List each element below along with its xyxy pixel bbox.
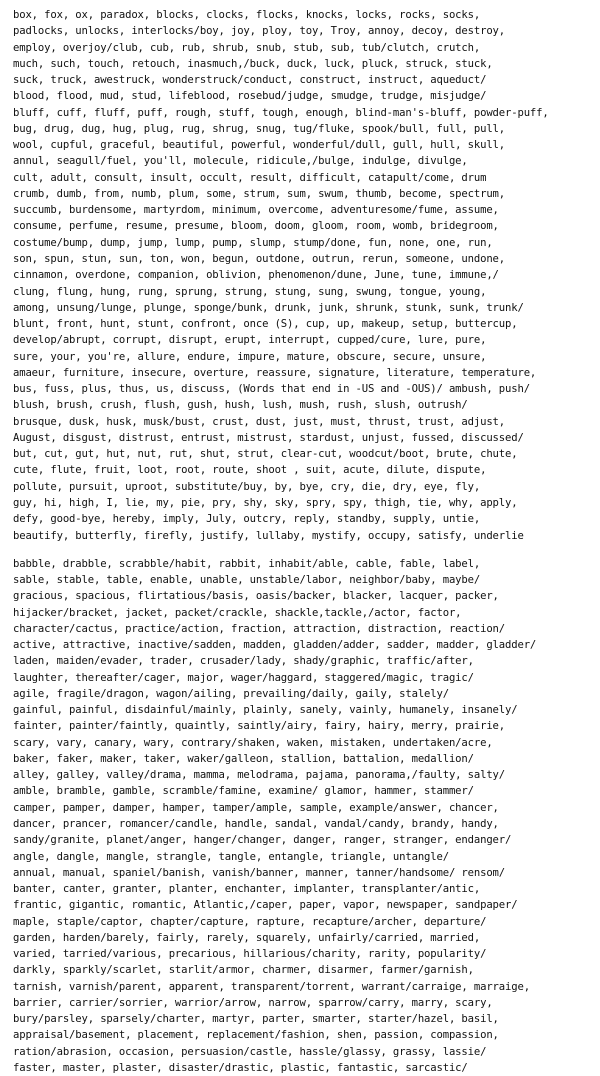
text-line: bury/parsley, sparsely/charter, martyr, parter, smarter, starter/hazel, basil, <box>13 1013 499 1026</box>
text-line: defy, good-bye, hereby, imply, July, outcry, reply, standby, supply, untie, <box>13 513 481 526</box>
text-line: appraisal/basement, placement, replacement/fashion, shen, passion, compassion, <box>13 1029 499 1042</box>
text-line: laden, maiden/evader, trader, crusader/lady, shady/graphic, traffic/after, <box>13 655 474 668</box>
text-line: sure, your, you're, allure, endure, impure, mature, obscure, secure, unsure, <box>13 350 487 363</box>
text-line: camper, pamper, damper, hamper, tamper/ample, sample, example/answer, chancer, <box>13 801 499 814</box>
text-line: son, spun, stun, sun, ton, won, begun, outdone, outrun, rerun, someone, undone, <box>13 252 506 265</box>
text-line: develop/abrupt, corrupt, disrupt, erupt, interrupt, cupped/cure, lure, pure, <box>13 334 487 347</box>
text-line: alley, galley, valley/drama, mamma, melodrama, pajama, panorama,/faulty, salty/ <box>13 769 506 782</box>
text-line: frantic, gigantic, romantic, Atlantic,/caper, paper, vapor, newspaper, sandpaper/ <box>13 899 518 912</box>
text-line: guy, hi, high, I, lie, my, pie, pry, shy, sky, spry, spy, thigh, tie, why, apply, <box>13 496 518 509</box>
rhyme-word-list-paragraph-2 <box>13 556 592 1076</box>
text-line: but, cut, gut, hut, nut, rut, shut, strut, clear-cut, woodcut/boot, brute, chute, <box>13 448 518 461</box>
text-line: banter, canter, granter, planter, enchanter, implanter, transplanter/antic, <box>13 883 481 896</box>
text-line: brusque, dusk, husk, musk/bust, crust, dust, just, must, thrust, trust, adjust, <box>13 415 506 428</box>
text-line: consume, perfume, resume, presume, bloom, doom, gloom, room, womb, bridegroom, <box>13 220 499 233</box>
text-line: agile, fragile/dragon, wagon/ailing, prevailing/daily, gaily, stalely/ <box>13 687 449 700</box>
text-line: suck, truck, awestruck, wonderstruck/conduct, construct, instruct, aqueduct/ <box>13 74 487 87</box>
text-line: bus, fuss, plus, thus, us, discuss, (Words that end in -US and -OUS)/ ambush, push/ <box>13 383 530 396</box>
text-line: tarnish, varnish/parent, apparent, transparent/torrent, warrant/carraige, marraige, <box>13 980 530 993</box>
text-line: pollute, pursuit, uproot, substitute/buy, by, bye, cry, die, dry, eye, fly, <box>13 480 481 493</box>
text-line: barrier, carrier/sorrier, warrior/arrow, narrow, sparrow/carry, marry, scary, <box>13 996 493 1009</box>
text-line: garden, harden/barely, fairly, rarely, squarely, unfairly/carried, married, <box>13 931 481 944</box>
text-line: darkly, sparkly/scarlet, starlit/armor, charmer, disarmer, farmer/garnish, <box>13 964 474 977</box>
text-line: clung, flung, hung, rung, sprung, strung, stung, sung, swung, tongue, young, <box>13 285 487 298</box>
text-line: character/cactus, practice/action, fraction, attraction, distraction, reaction/ <box>13 622 506 635</box>
text-line: amaeur, furniture, insecure, overture, reassure, signature, literature, temperature, <box>13 366 537 379</box>
text-line: baker, faker, maker, taker, waker/galleon, stallion, battalion, medallion/ <box>13 752 474 765</box>
text-line: box, fox, ox, paradox, blocks, clocks, flocks, knocks, locks, rocks, socks, <box>13 9 481 21</box>
text-line: succumb, burdensome, martyrdom, minimum, overcome, adventuresome/fume, assume, <box>13 204 499 217</box>
text-line: blush, brush, crush, flush, gush, hush, lush, mush, rush, slush, outrush/ <box>13 399 468 412</box>
text-line: active, attractive, inactive/sadden, madden, gladden/adder, sadder, madder, gladder/ <box>13 639 537 652</box>
text-line: August, disgust, distrust, entrust, mistrust, stardust, unjust, fussed, discussed/ <box>13 431 524 444</box>
text-line: beautify, butterfly, firefly, justify, lullaby, mystify, occupy, satisfy, underlie <box>13 529 524 542</box>
text-line: cult, adult, consult, insult, occult, result, difficult, catapult/come, drum <box>13 171 487 184</box>
text-line: sandy/granite, planet/anger, hanger/changer, danger, ranger, stranger, endanger/ <box>13 834 512 847</box>
text-line: sable, stable, table, enable, unable, unstable/labor, neighbor/baby, maybe/ <box>13 574 481 587</box>
text-line: fainter, painter/faintly, quaintly, saintly/airy, fairy, hairy, merry, prairie, <box>13 720 506 733</box>
text-line: laughter, thereafter/cager, major, wager/haggard, staggered/magic, tragic/ <box>13 671 474 684</box>
text-line: cute, flute, fruit, loot, root, route, shoot , suit, acute, dilute, dispute, <box>13 464 487 477</box>
text-line: blunt, front, hunt, stunt, confront, once (S), cup, up, makeup, setup, buttercup, <box>13 318 518 331</box>
text-line: blood, flood, mud, stud, lifeblood, rosebud/judge, smudge, trudge, misjudge/ <box>13 90 487 103</box>
text-line: angle, dangle, mangle, strangle, tangle, entangle, triangle, untangle/ <box>13 850 449 863</box>
text-line: gainful, painful, disdainful/mainly, plainly, sanely, vainly, humanely, insanely/ <box>13 704 518 717</box>
text-line: padlocks, unlocks, interlocks/boy, joy, ploy, toy, Troy, annoy, decoy, destroy, <box>13 25 506 38</box>
text-line: annul, seagull/fuel, you'll, molecule, ridicule,/bulge, indulge, divulge, <box>13 155 468 168</box>
text-line: gracious, spacious, flirtatious/basis, oasis/backer, blacker, lacquer, packer, <box>13 590 499 603</box>
text-line: babble, drabble, scrabble/habit, rabbit, inhabit/able, cable, fable, label, <box>13 557 481 570</box>
text-line: hijacker/bracket, jacket, packet/crackle, shackle,tackle,/actor, factor, <box>13 606 462 619</box>
text-line: costume/bump, dump, jump, lump, pump, slump, stump/done, fun, none, one, run, <box>13 236 493 249</box>
text-line: wool, cupful, graceful, beautiful, powerful, wonderful/dull, gull, hull, skull, <box>13 139 506 152</box>
text-line: amble, bramble, gamble, scramble/famine, examine/ glamor, hammer, stammer/ <box>13 785 474 798</box>
text-line: bluff, cuff, fluff, puff, rough, stuff, tough, enough, blind-man's-bluff, powder-puff, <box>13 106 549 119</box>
text-line: employ, overjoy/club, cub, rub, shrub, snub, stub, sub, tub/clutch, crutch, <box>13 41 481 54</box>
text-line: among, unsung/lunge, plunge, sponge/bunk, drunk, junk, shrunk, stunk, sunk, trunk/ <box>13 301 524 314</box>
text-line: annual, manual, spaniel/banish, vanish/banner, manner, tanner/handsome/ rensom/ <box>13 866 506 879</box>
text-line: maple, staple/captor, chapter/capture, rapture, recapture/archer, departure/ <box>13 915 487 928</box>
text-line: bug, drug, dug, hug, plug, rug, shrug, snug, tug/fluke, spook/bull, full, pull, <box>13 122 506 135</box>
text-line: faster, master, plaster, disaster/drastic, plastic, fantastic, sarcastic/ <box>13 1062 468 1074</box>
text-line: scary, vary, canary, wary, contrary/shaken, waken, mistaken, undertaken/acre, <box>13 736 493 749</box>
text-line: cinnamon, overdone, companion, oblivion, phenomenon/dune, June, tune, immune,/ <box>13 269 499 282</box>
text-line: dancer, prancer, romancer/candle, handle, sandal, vandal/candy, brandy, handy, <box>13 818 499 831</box>
text-line: ration/abrasion, occasion, persuasion/castle, hassle/glassy, grassy, lassie/ <box>13 1045 487 1058</box>
rhyme-word-list-paragraph-1 <box>13 7 592 544</box>
text-line: varied, tarried/various, precarious, hillarious/charity, rarity, popularity/ <box>13 948 487 961</box>
text-line: crumb, dumb, from, numb, plum, some, strum, sum, swum, thumb, become, spectrum, <box>13 187 506 200</box>
text-line: much, such, touch, retouch, inasmuch,/buck, duck, luck, pluck, struck, stuck, <box>13 57 493 70</box>
paragraph-gap <box>13 544 592 556</box>
